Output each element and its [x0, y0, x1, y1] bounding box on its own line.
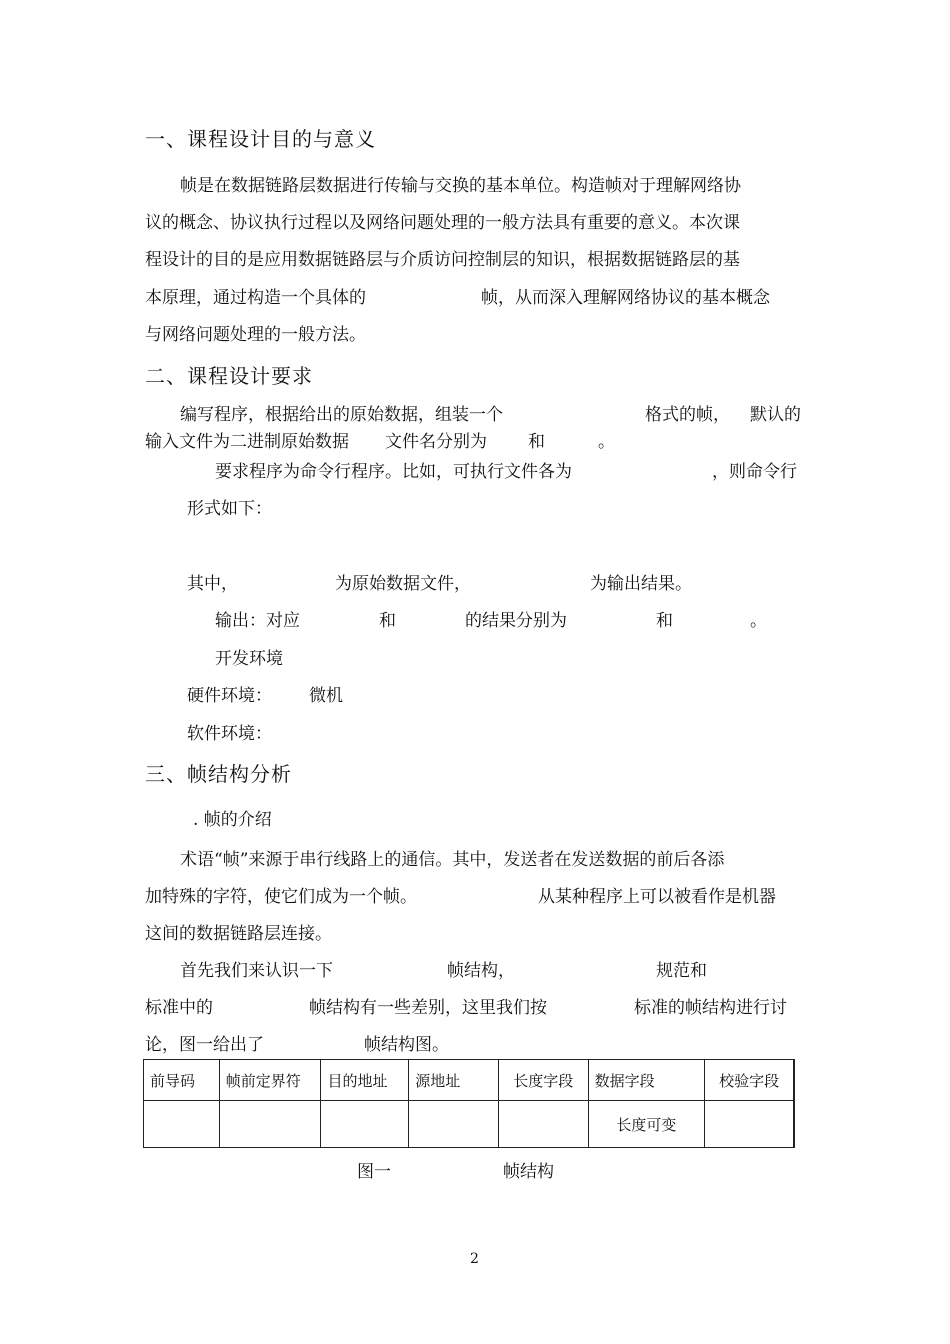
figure-caption-label: 图一 — [357, 1162, 391, 1182]
req3-a: 要求程序为命令行程序。比如，可执行文件各为 — [215, 462, 572, 482]
table-cell — [219, 1101, 321, 1148]
section3-p1-line-2b: 从某种程序上可以被看作是机器 — [538, 887, 776, 907]
req1-c: 默认的 — [750, 405, 801, 425]
req2-b: 文件名分别为 — [385, 432, 487, 452]
table-header-cell: 校验字段 — [705, 1060, 794, 1101]
hw-value: 微机 — [309, 686, 343, 706]
table-row — [144, 1101, 795, 1148]
output-b: 和 — [379, 611, 396, 631]
p4-b: 帧结构图。 — [364, 1035, 449, 1055]
p3-a: 标准中的 — [145, 998, 213, 1018]
table-header-cell: 前导码 — [144, 1060, 220, 1101]
sw-label: 软件环境： — [187, 724, 272, 744]
req4: 形式如下： — [187, 499, 272, 519]
page-number: 2 — [470, 1251, 479, 1267]
output-a: 输出：对应 — [215, 611, 300, 631]
table-header-cell: 长度字段 — [498, 1060, 588, 1101]
section1-line-4b: 帧，从而深入理解网络协议的基本概念 — [481, 288, 770, 308]
section3-p1-line-2a: 加特殊的字符，使它们成为一个帧。 — [145, 887, 417, 907]
table-header-cell: 帧前定界符 — [219, 1060, 321, 1101]
hw-label: 硬件环境： — [187, 686, 272, 706]
p2-b: 帧结构， — [447, 961, 515, 981]
where-c: 为输出结果。 — [590, 574, 692, 594]
p3-c: 标准的帧结构进行讨 — [634, 998, 787, 1018]
section3-subheading: . 帧的介绍 — [193, 810, 272, 830]
section1-line-3: 程设计的目的是应用数据链路层与介质访问控制层的知识，根据数据链路层的基 — [145, 250, 740, 270]
output-e: 。 — [750, 611, 767, 631]
req2-c: 和 — [528, 432, 545, 452]
output-c: 的结果分别为 — [465, 611, 567, 631]
table-header-cell: 源地址 — [409, 1060, 499, 1101]
req2-a: 输入文件为二进制原始数据 — [145, 432, 349, 452]
req3-b: ，则命令行 — [712, 462, 797, 482]
req1-b: 格式的帧， — [645, 405, 730, 425]
table-header-cell: 目的地址 — [321, 1060, 409, 1101]
section1-line-4a: 本原理，通过构造一个具体的 — [145, 288, 366, 308]
section1-heading: 一、课程设计目的与意义 — [145, 127, 376, 151]
section3-p1-line-3: 这间的数据链路层连接。 — [145, 924, 332, 944]
req2-d: 。 — [598, 432, 615, 452]
p2-c: 规范和 — [656, 961, 707, 981]
p2-a: 首先我们来认识一下 — [180, 961, 333, 981]
table-cell: 长度可变 — [588, 1101, 705, 1148]
frame-structure-table — [143, 1059, 795, 1148]
table-header-cell: 数据字段 — [588, 1060, 705, 1101]
section1-line-2: 议的概念、协议执行过程以及网络问题处理的一般方法具有重要的意义。本次课 — [145, 213, 740, 233]
section1-line-1: 帧是在数据链路层数据进行传输与交换的基本单位。构造帧对于理解网络协 — [180, 176, 741, 196]
req1-a: 编写程序，根据给出的原始数据，组装一个 — [180, 405, 503, 425]
section3-p1-line-1: 术语“帧”来源于串行线路上的通信。其中，发送者在发送数据的前后各添 — [180, 850, 725, 870]
where-b: 为原始数据文件， — [335, 574, 471, 594]
table-header-row — [144, 1060, 795, 1101]
table-cell — [144, 1101, 220, 1148]
output-d: 和 — [656, 611, 673, 631]
where-a: 其中， — [187, 574, 238, 594]
section2-heading: 二、课程设计要求 — [145, 364, 313, 388]
table-cell — [705, 1101, 794, 1148]
dev-env-label: 开发环境 — [215, 649, 283, 669]
p4-a: 论，图一给出了 — [145, 1035, 264, 1055]
table-cell — [498, 1101, 588, 1148]
table-cell — [321, 1101, 409, 1148]
figure-caption-text: 帧结构 — [503, 1162, 554, 1182]
p3-b: 帧结构有一些差别，这里我们按 — [309, 998, 547, 1018]
table-cell — [409, 1101, 499, 1148]
section3-heading: 三、帧结构分析 — [145, 762, 292, 786]
section1-line-5: 与网络问题处理的一般方法。 — [145, 325, 366, 345]
